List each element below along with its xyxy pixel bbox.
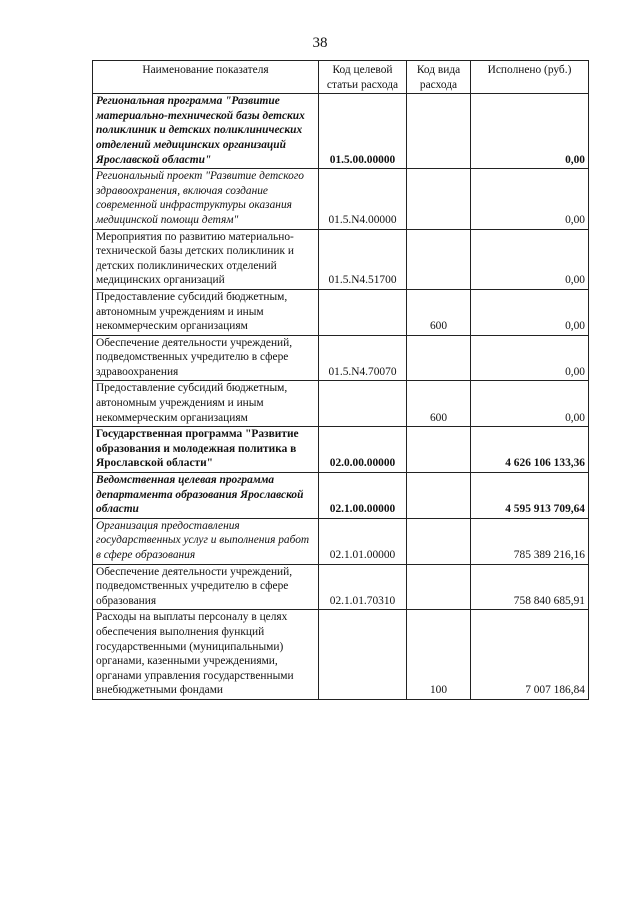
row-name-cell: Организация предоставления государственных услуг и выполнения работ в сфере образования (93, 518, 319, 564)
row-kind-cell (407, 473, 471, 519)
row-sum-cell: 0,00 (471, 169, 589, 229)
row-name-cell: Обеспечение деятельности учреждений, подведомственных учредителю в сфере образования (93, 564, 319, 610)
row-kind-cell (407, 518, 471, 564)
table-body (93, 94, 589, 700)
row-kind-cell (407, 564, 471, 610)
row-kind-cell (407, 229, 471, 289)
row-sum-cell: 0,00 (471, 289, 589, 335)
row-kind-cell: 600 (407, 289, 471, 335)
row-code-cell: 01.5.N4.00000 (319, 169, 407, 229)
table-header (93, 61, 589, 94)
row-name-cell: Расходы на выплаты персоналу в целях обеспечения выполнения функций государственными (муниципальными) органами, казенными учреждениями, органами управления государственными внебюджетными фондами (93, 610, 319, 700)
row-kind-cell (407, 427, 471, 473)
row-code-cell: 02.1.00.00000 (319, 473, 407, 519)
budget-execution-table (92, 60, 589, 700)
table-row (93, 427, 589, 473)
row-kind-cell (407, 169, 471, 229)
row-sum-cell: 0,00 (471, 229, 589, 289)
row-name-cell: Государственная программа "Развитие образования и молодежная политика в Ярославской области" (93, 427, 319, 473)
table-row (93, 229, 589, 289)
row-code-cell: 01.5.N4.51700 (319, 229, 407, 289)
row-name-cell: Предоставление субсидий бюджетным, автономным учреждениям и иным некоммерческим организациям (93, 289, 319, 335)
row-code-cell (319, 610, 407, 700)
row-sum-cell: 758 840 685,91 (471, 564, 589, 610)
table-row (93, 610, 589, 700)
row-sum-cell: 0,00 (471, 335, 589, 381)
row-code-cell (319, 381, 407, 427)
row-sum-cell: 4 626 106 133,36 (471, 427, 589, 473)
page-number: 38 (312, 35, 328, 51)
row-code-cell: 02.1.01.70310 (319, 564, 407, 610)
row-kind-cell (407, 335, 471, 381)
row-name-cell: Мероприятия по развитию материально-технической базы детских поликлиник и детских поликлинических отделений медицинских организаций (93, 229, 319, 289)
table-row (93, 335, 589, 381)
header-code: Код целевой статьи расхода (319, 61, 407, 94)
row-kind-cell: 600 (407, 381, 471, 427)
row-name-cell: Ведомственная целевая программа департамента образования Ярославской области (93, 473, 319, 519)
row-name-cell: Региональный проект "Развитие детского здравоохранения, включая создание современной инфраструктуры оказания медицинской помощи детям" (93, 169, 319, 229)
table-row (93, 94, 589, 169)
row-code-cell: 02.1.01.00000 (319, 518, 407, 564)
row-code-cell (319, 289, 407, 335)
row-sum-cell: 7 007 186,84 (471, 610, 589, 700)
header-row (93, 61, 589, 94)
row-name-cell: Предоставление субсидий бюджетным, автономным учреждениям и иным некоммерческим организациям (93, 381, 319, 427)
header-sum: Исполнено (руб.) (471, 61, 589, 94)
table-row (93, 564, 589, 610)
header-kind: Код вида расхода (407, 61, 471, 94)
row-name-cell: Обеспечение деятельности учреждений, подведомственных учредителю в сфере здравоохранения (93, 335, 319, 381)
row-code-cell: 02.0.00.00000 (319, 427, 407, 473)
table-row (93, 289, 589, 335)
header-name: Наименование показателя (93, 61, 319, 94)
row-sum-cell: 0,00 (471, 381, 589, 427)
table-row (93, 473, 589, 519)
table-row (93, 381, 589, 427)
row-name-cell: Региональная программа "Развитие материально-технической базы детских поликлиник и детских поликлинических отделений медицинских организаций Ярославской области" (93, 94, 319, 169)
table-row (93, 169, 589, 229)
table-row (93, 518, 589, 564)
row-sum-cell: 4 595 913 709,64 (471, 473, 589, 519)
row-kind-cell (407, 94, 471, 169)
row-code-cell: 01.5.00.00000 (319, 94, 407, 169)
row-kind-cell: 100 (407, 610, 471, 700)
row-sum-cell: 785 389 216,16 (471, 518, 589, 564)
row-code-cell: 01.5.N4.70070 (319, 335, 407, 381)
row-sum-cell: 0,00 (471, 94, 589, 169)
